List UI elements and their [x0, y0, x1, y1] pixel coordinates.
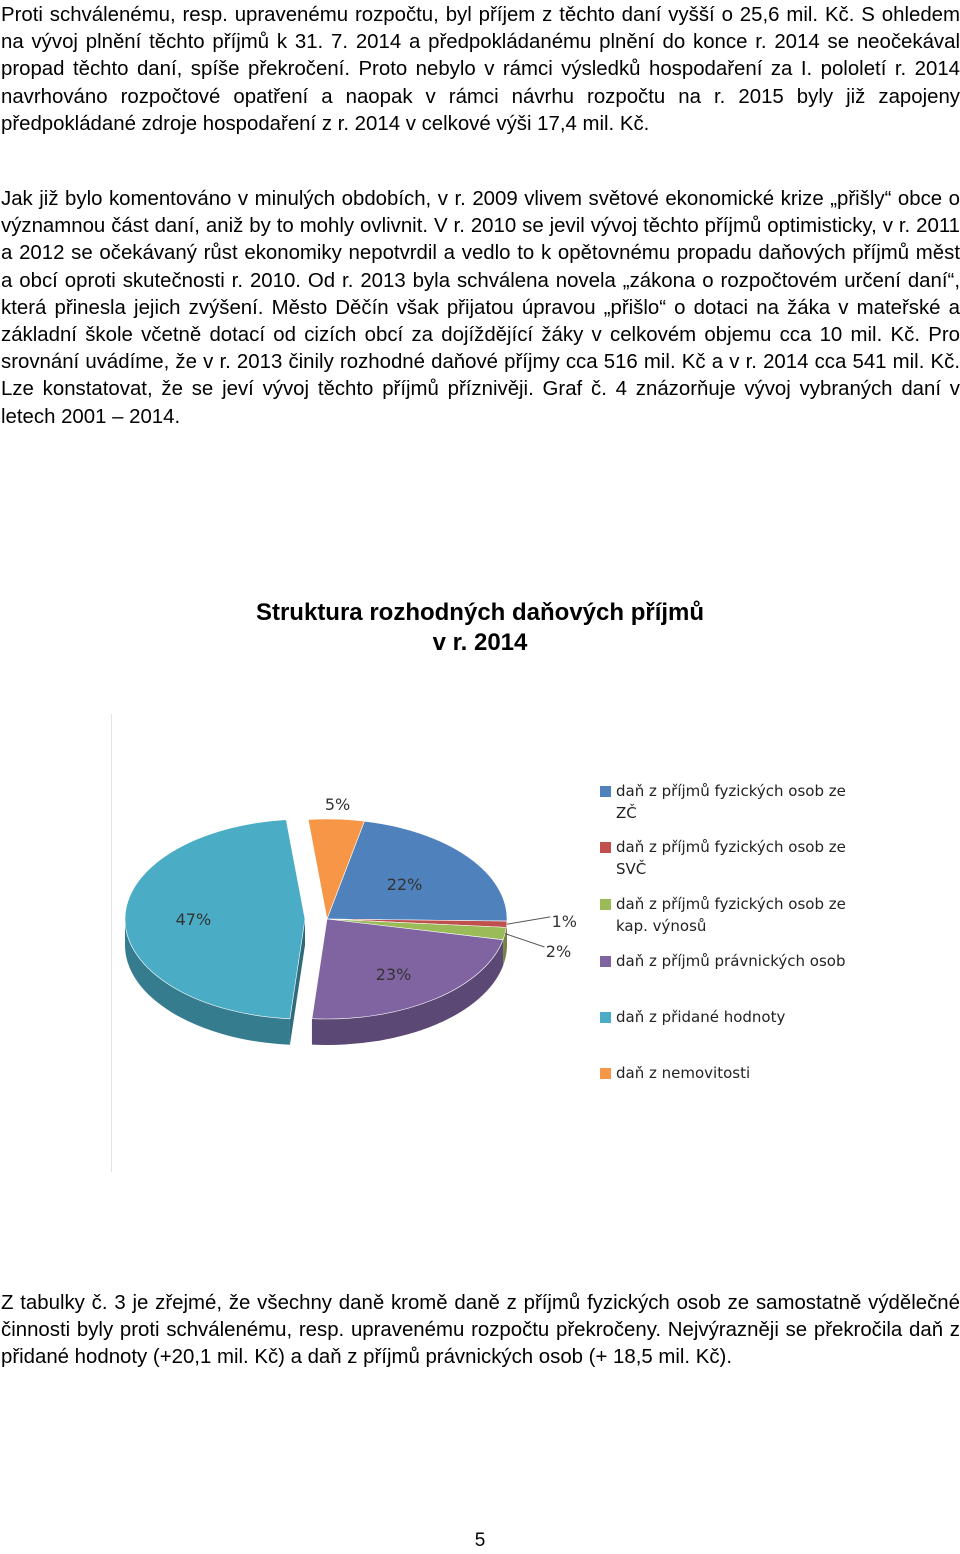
pie-data-label: 2% [545, 941, 572, 961]
legend-swatch [600, 842, 611, 853]
chart-title-line-2: v r. 2014 [432, 629, 528, 656]
legend-label: daň z příjmů fyzických osob ze [616, 782, 846, 800]
legend-label: daň z příjmů fyzických osob ze [616, 895, 846, 913]
legend-label: daň z příjmů fyzických osob ze [616, 838, 846, 856]
legend-label: daň z přidané hodnoty [616, 1008, 786, 1026]
pie-data-label: 1% [551, 911, 577, 931]
chart-title [0, 598, 960, 658]
pie-leader-line [505, 934, 544, 947]
legend-swatch [600, 786, 611, 797]
legend-label: ZČ [616, 804, 637, 822]
legend-swatch [600, 1068, 611, 1079]
paragraph-1: Proti schválenému, resp. upravenému rozpočtu, byl příjem z těchto daní vyšší o 25,6 mil. Kč. S ohledem na vývoj plnění těchto příjmů k 31. 7. 2014 a předpokládanému plnění do konce r. 2014 se neočekával propad těchto daní, spíše překročení. Proto nebylo v rámci výsledků hospodaření za I. pololetí r. 2014 navrhováno rozpočtové opatření a naopak v rámci návrhu rozpočtu na r. 2015 byly již zapojeny předpokládané zdroje hospodaření z r. 2014 v celkové výši 17,4 mil. Kč. [1, 4, 960, 135]
legend-label: kap. výnosů [616, 917, 707, 935]
pie-chart [111, 714, 960, 1172]
legend-label: SVČ [616, 860, 647, 878]
chart-title-line-1: Struktura rozhodných daňových příjmů [255, 599, 705, 626]
paragraph-3: Z tabulky č. 3 je zřejmé, že všechny daně kromě daně z příjmů fyzických osob ze samostatně výdělečné činnosti byly proti schválenému, resp. upravenému rozpočtu překročeny. Nejvýrazněji se překročila daň z přidané hodnoty (+20,1 mil. Kč) a daň z příjmů právnických osob (+ 18,5 mil. Kč). [1, 1292, 960, 1369]
pie-data-label: 5% [324, 795, 351, 815]
pie-chart-svg [112, 714, 960, 1172]
legend-label: daň z příjmů právnických osob [616, 952, 846, 970]
pie-leader-line [507, 917, 551, 924]
legend-swatch [600, 956, 611, 967]
legend-swatch [600, 899, 611, 910]
pie-data-label: 47% [175, 909, 212, 929]
page-number: 5 [474, 1530, 486, 1551]
legend-label: daň z nemovitosti [616, 1064, 751, 1082]
paragraph-2: Jak již bylo komentováno v minulých obdobích, v r. 2009 vlivem světové ekonomické krize „přišly“ obce o významnou část daní, aniž by to mohly ovlivnit. V r. 2010 se jevil vývoj těchto příjmů optimisticky, v r. 2011 a 2012 se očekávaný růst ekonomiky nepotvrdil a vedlo to k opětovnému propadu daňových příjmů měst a obcí oproti skutečnosti r. 2010. Od r. 2013 byla schválena novela „zákona o rozpočtovém určení daní“, která přinesla jejich zvýšení. Město Děčín však přijatou úpravou „přišlo“ o dotaci na žáka v mateřské a základní škole včetně dotací od cizích obcí za dojíždějící žáky v celkovém objemu cca 10 mil. Kč. Pro srovnání uvádíme, že v r. 2013 činily rozhodné daňové příjmy cca 516 mil. Kč a v r. 2014 cca 541 mil. Kč. Lze konstatovat, že se jeví vývoj těchto příjmů příznivěji. Graf č. 4 znázorňuje vývoj vybraných daní v letech 2001 – 2014. [1, 188, 960, 428]
legend-swatch [600, 1012, 611, 1023]
pie-data-label: 22% [386, 874, 423, 894]
pie-data-label: 23% [375, 964, 412, 984]
